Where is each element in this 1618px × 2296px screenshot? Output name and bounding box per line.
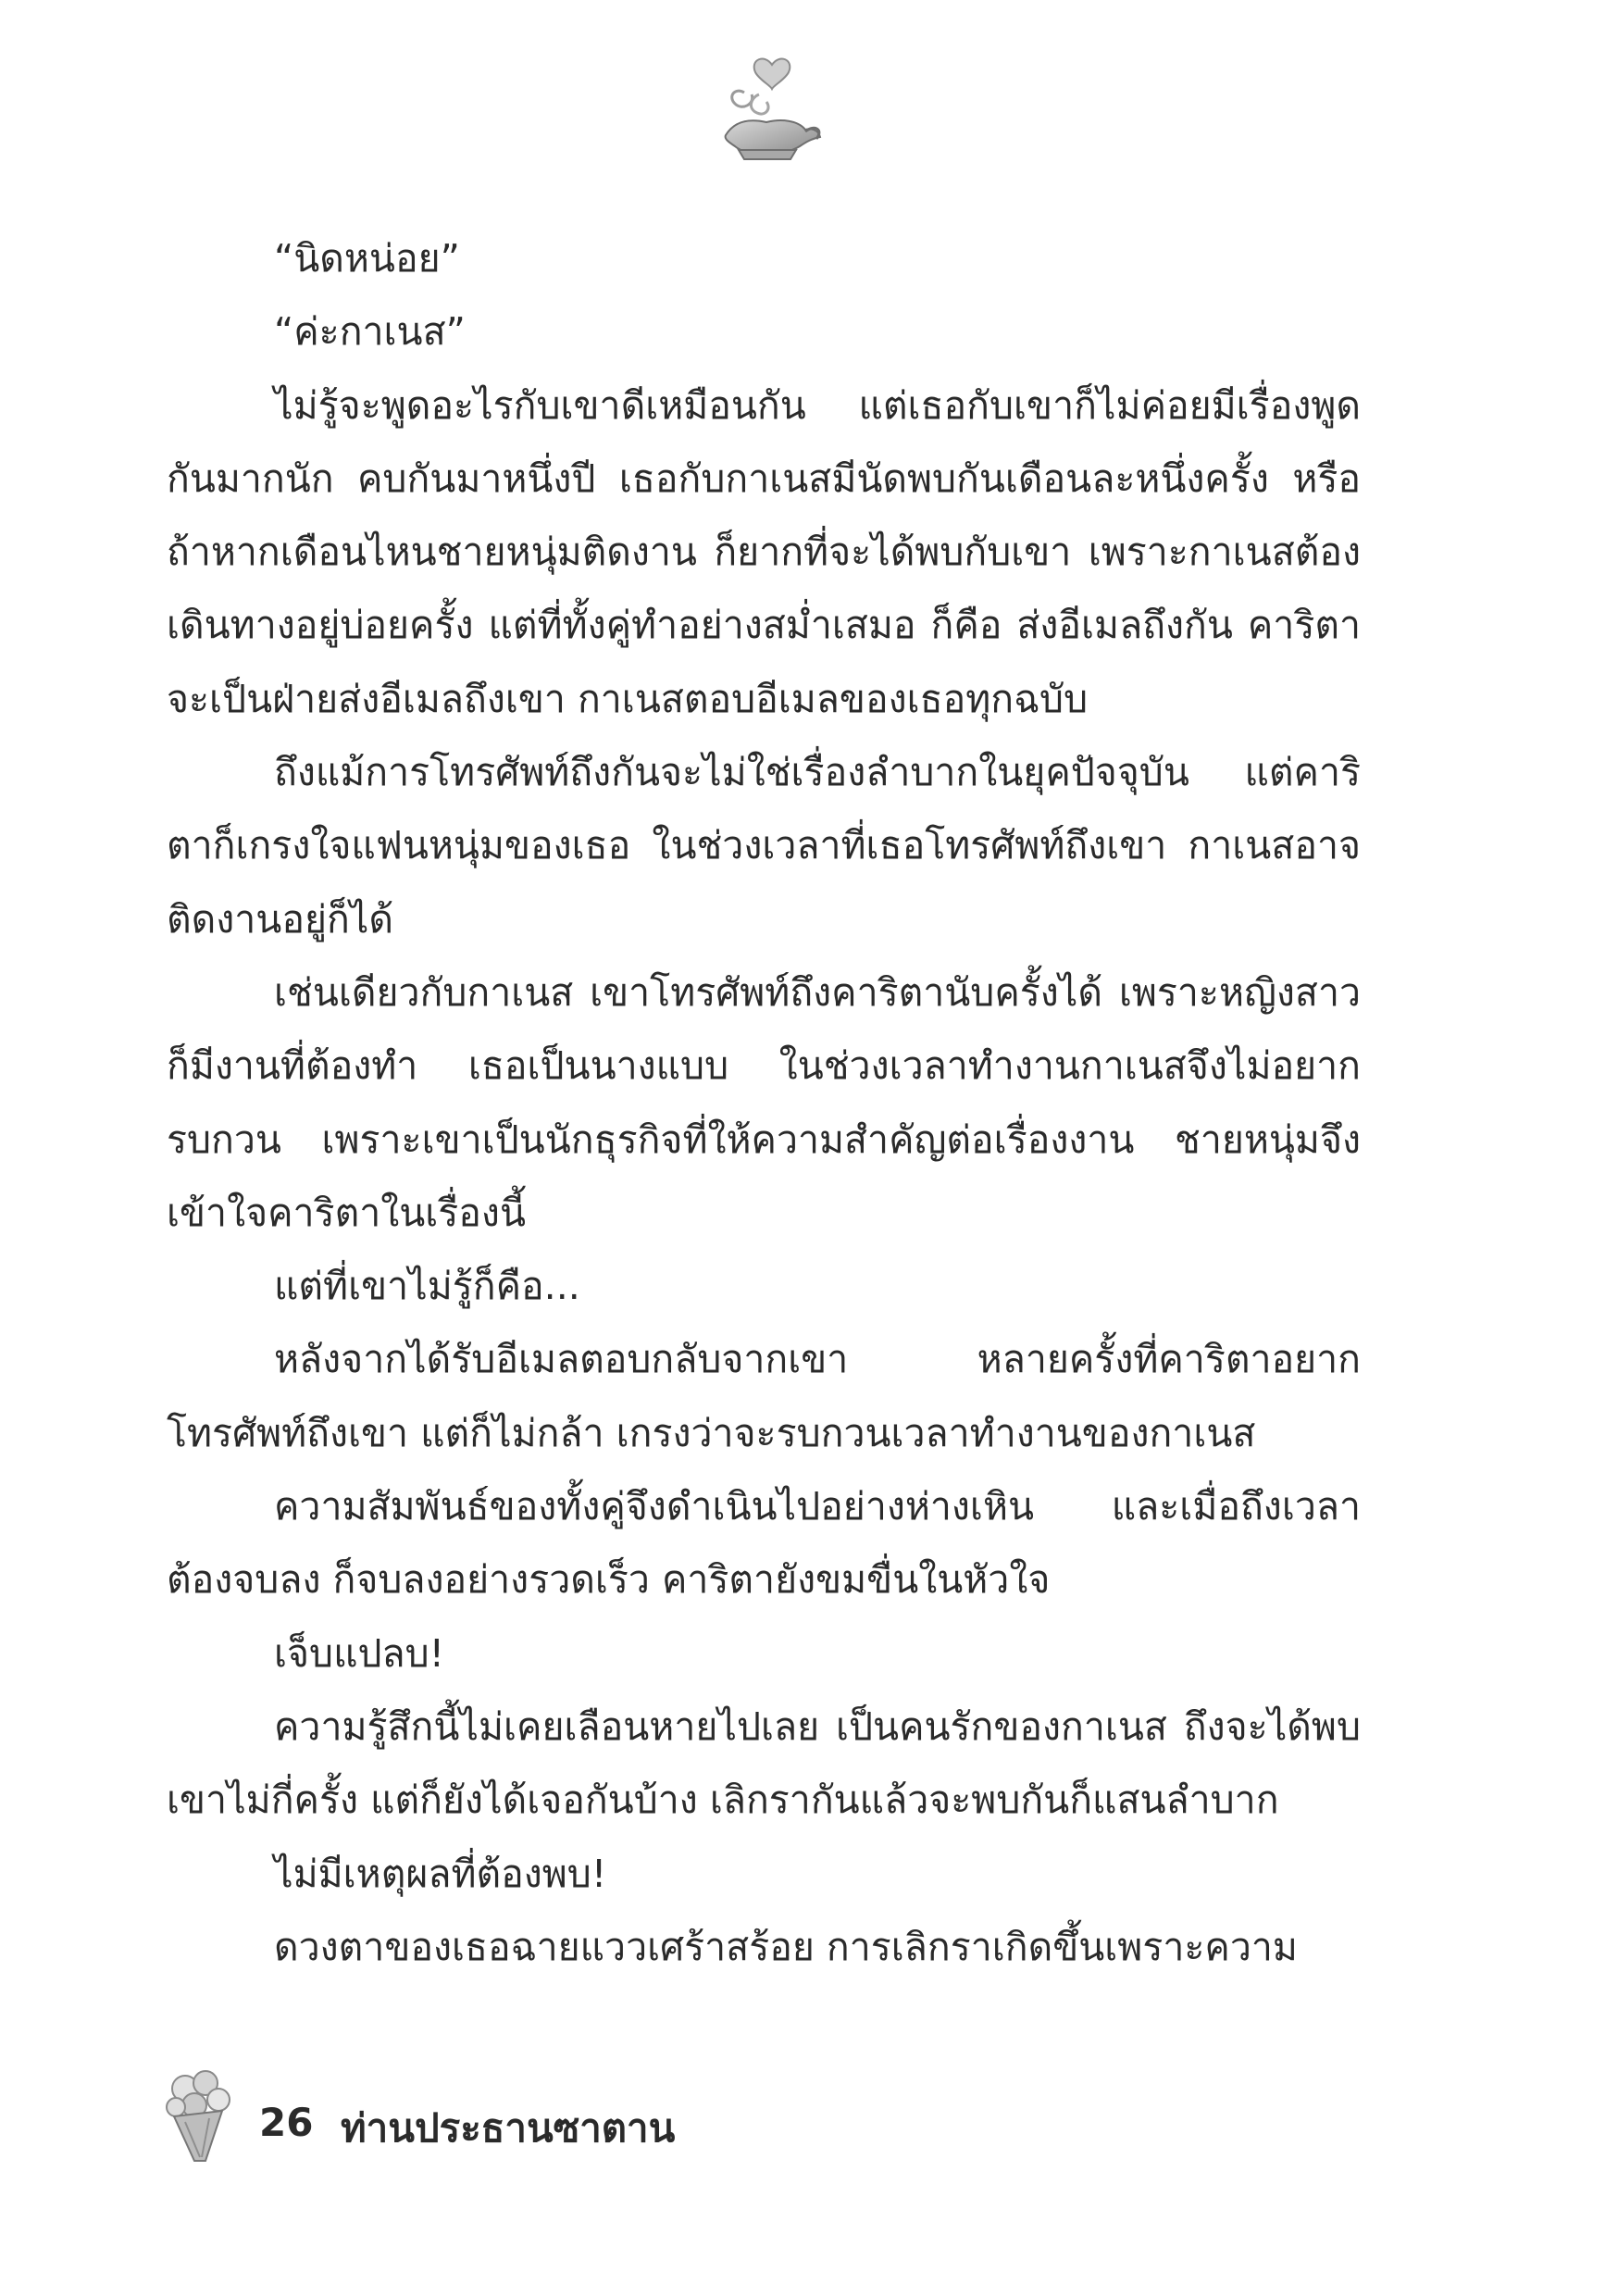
paragraph: หลังจากได้รับอีเมลตอบกลับจากเขา หลายครั้งที่คาริตาอยากโทรศัพท์ถึงเขา แต่ก็ไม่กล้า เกรงว่าจะรบกวนเวลาทำงานของกาเนส	[167, 1337, 1361, 1455]
paragraph: ดวงตาของเธอฉายแววเศร้าสร้อย การเลิกราเกิดขึ้นเพราะความ	[274, 1924, 1298, 1969]
paragraph: “ค่ะกาเนส”	[274, 309, 466, 355]
paragraph: ความสัมพันธ์ของทั้งคู่จึงดำเนินไปอย่างห่างเหิน และเมื่อถึงเวลาต้องจบลง ก็จบลงอย่างรวดเร็ว คาริตายังขมขื่นในหัวใจ	[167, 1484, 1361, 1603]
paragraph: ความรู้สึกนี้ไม่เคยเลือนหายไปเลย เป็นคนรักของกาเนส ถึงจะได้พบเขาไม่กี่ครั้ง แต่ก็ยังได้เจอกันบ้าง เลิกรากันแล้วจะพบกันก็แสนลำบาก	[167, 1703, 1361, 1823]
paragraph: เช่นเดียวกับกาเนส เขาโทรศัพท์ถึงคาริตานับครั้งได้ เพราะหญิงสาวก็มีงานที่ต้องทำ เธอเป็นนางแบบ ในช่วงเวลาทำงานกาเนสจึงไม่อยากรบกวน เพราะเขาเป็นนักธุรกิจที่ให้ความสำคัญต่อเรื่องงาน ชายหนุ่มจึงเข้าใจคาริตาในเรื่องนี้	[167, 969, 1361, 1235]
book-title: ท่านประธานซาตาน	[341, 2105, 676, 2151]
page-number: 26	[259, 2100, 314, 2145]
paragraph: เจ็บแปลบ!	[274, 1630, 445, 1676]
page-footer	[157, 2065, 990, 2176]
flower-bouquet-icon	[157, 2065, 241, 2166]
paragraph: ถึงแม้การโทรศัพท์ถึงกันจะไม่ใช่เรื่องลำบากในยุคปัจจุบัน แต่คาริตาก็เกรงใจแฟนหนุ่มของเธอ ในช่วงเวลาที่เธอโทรศัพท์ถึงเขา กาเนสอาจติดงานอยู่ก็ได้	[167, 750, 1361, 942]
paragraph: ไม่รู้จะพูดอะไรกับเขาดีเหมือนกัน แต่เธอกับเขาก็ไม่ค่อยมีเรื่องพูดกันมากนัก คบกันมาหนึ่งปี เธอกับกาเนสมีนัดพบกันเดือนละหนึ่งครั้ง หรือถ้าหากเดือนไหนชายหนุ่มติดงาน ก็ยากที่จะได้พบกับเขา เพราะกาเนสต้องเดินทางอยู่บ่อยครั้ง แต่ที่ทั้งคู่ทำอย่างสม่ำเสมอ ก็คือ ส่งอีเมลถึงกัน คาริตาจะเป็นฝ่ายส่งอีเมลถึงเขา กาเนสตอบอีเมลของเธอทุกฉบับ	[167, 382, 1361, 721]
paragraph: แต่ที่เขาไม่รู้ก็คือ...	[274, 1264, 580, 1309]
body-text	[167, 222, 1361, 1984]
paragraph: ไม่มีเหตุผลที่ต้องพบ!	[274, 1851, 607, 1896]
genie-lamp-heart-icon	[707, 46, 828, 167]
paragraph: “นิดหน่อย”	[274, 236, 460, 281]
